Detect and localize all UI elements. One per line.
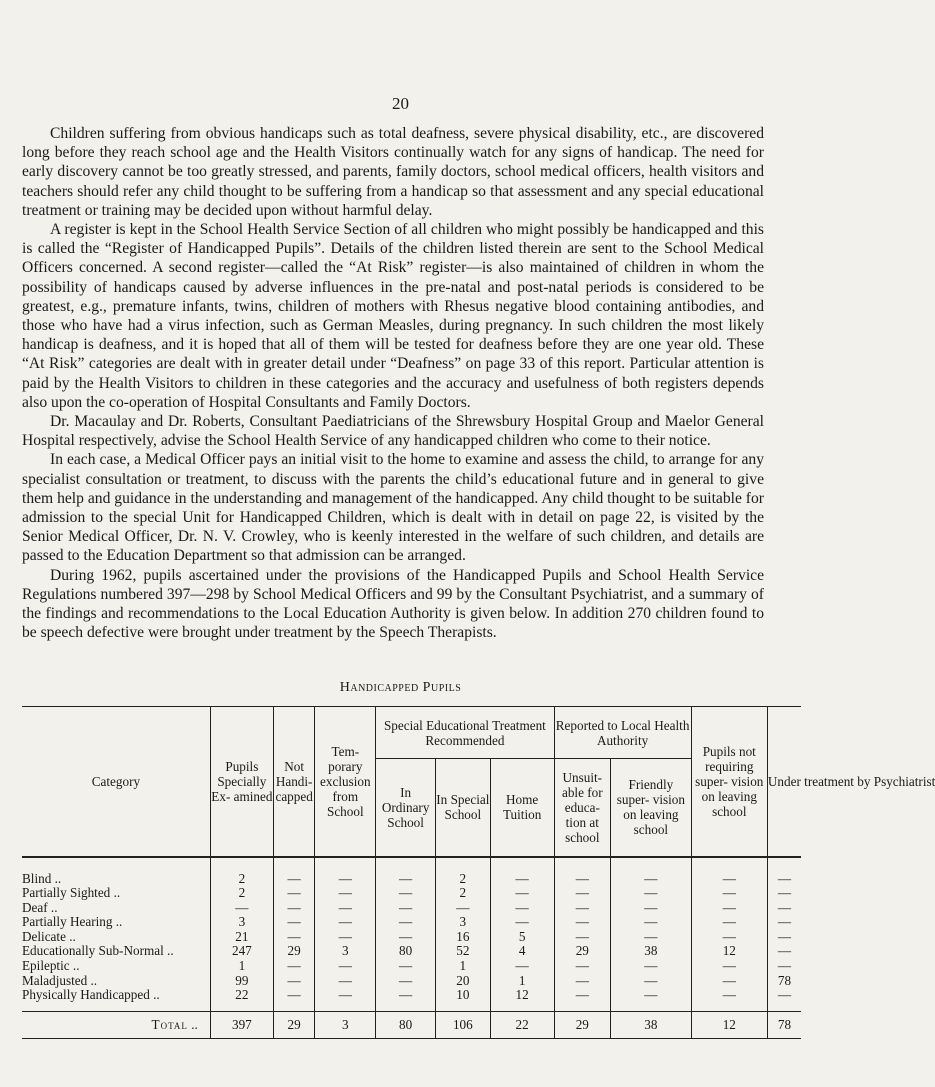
row-category-label: Educationally Sub-Normal ..: [22, 943, 174, 959]
row-value-friendly: —: [644, 972, 658, 988]
row-value-temp: —: [338, 958, 352, 974]
category-column: [22, 857, 210, 1012]
row-value-pupils: 2: [238, 885, 246, 901]
temporary-exclusion-column: [315, 857, 376, 1012]
row-category-label: Delicate ..: [22, 928, 76, 944]
row-value-temp: 3: [342, 943, 349, 959]
row-value-not-handicapped: —: [287, 914, 301, 930]
row-value-unsuitable: —: [575, 914, 589, 930]
row-value-home: —: [515, 885, 529, 901]
row-value-not-requiring: —: [722, 987, 736, 1003]
header-friendly-supervision: Friendly super- vision on leaving school: [611, 759, 692, 857]
row-value-under: —: [777, 928, 792, 944]
row-value-special: 16: [456, 928, 470, 944]
row-value-home: 4: [518, 943, 526, 959]
row-value-under: —: [777, 914, 792, 930]
in-ordinary-column: [376, 857, 436, 1012]
row-value-unsuitable: —: [575, 958, 589, 974]
row-category-label: Partially Sighted ..: [22, 885, 121, 901]
total-friendly-supervision: 38: [611, 1011, 692, 1038]
row-value-not-requiring: 12: [722, 943, 736, 959]
row-value-special: 2: [459, 870, 467, 886]
row-value-temp: —: [338, 914, 352, 930]
row-value-not-handicapped: —: [287, 885, 301, 901]
row-value-temp: —: [338, 885, 352, 901]
row-value-under: —: [777, 899, 792, 915]
row-value-special: 52: [456, 943, 470, 959]
row-value-not-requiring: —: [722, 885, 736, 901]
row-value-home: 12: [515, 987, 529, 1003]
paragraph-5: During 1962, pupils ascertained under the provisions of the Handicapped Pupils and School Health Service Regulations numbered 397—298 by School Medical Officers and 99 by the Consultant Psychiatrist, and a summary of the findings and recommendations to the Local Education Authority is given below. In addition 270 children found to be speech defective were brought under treatment by the Speech Therapists.: [22, 566, 764, 642]
row-value-pupils: 99: [235, 972, 249, 988]
under-treatment-column: [767, 857, 801, 1012]
header-in-ordinary: In Ordinary School: [376, 759, 436, 857]
paragraph-2: A register is kept in the School Health Service Section of all children who might possibly be handicapped and this is called the “Register of Handicapped Pupils”. Details of the children listed therein are sent to the School Medical Officers concerned. A second register—called the “At Risk” register—is also maintained of children in whom the possibility of handicaps caused by adverse influences in the pre-natal and post-natal periods is considered to be greatest, e.g., premature infants, twins, children of mothers with Rhesus negative blood containing antibodies, and those who have had a virus infection, such as German Measles, during pregnancy. In such children the most likely handicap is deafness, and it is hoped that all of them will be tested for deafness before they are one year old. These “At Risk” categories are dealt with in greater detail under “Deafness” on page 33 of this report. Particular attention is paid by the Health Visitors to children in these categories and the accuracy and usefulness of both registers depends also upon the co-operation of Hospital Consultants and Family Doctors.: [22, 221, 764, 411]
header-pupils-examined: Pupils Specially Ex- amined: [210, 707, 273, 857]
header-special-educational: Special Educational Treatment Recommended: [376, 707, 554, 759]
row-value-not-requiring: —: [722, 870, 736, 886]
row-value-friendly: —: [644, 870, 658, 886]
row-value-unsuitable: —: [575, 899, 589, 915]
row-category-label: Epileptic ..: [22, 958, 80, 974]
pupils-column: [210, 857, 273, 1012]
friendly-supervision-column: [611, 857, 692, 1012]
row-value-ordinary: 80: [399, 943, 413, 959]
row-value-pupils: 1: [238, 958, 246, 974]
header-temporary-exclusion: Tem- porary exclusion from School: [315, 707, 376, 857]
row-value-not-requiring: —: [722, 899, 736, 915]
row-value-temp: —: [338, 899, 352, 915]
row-value-ordinary: —: [399, 928, 413, 944]
row-value-pupils: 247: [231, 943, 252, 959]
row-value-pupils: 3: [238, 914, 246, 930]
total-pupils: 397: [210, 1011, 273, 1038]
header-reported-local-health: Reported to Local Health Authority: [554, 707, 691, 759]
row-value-pupils: 21: [235, 928, 249, 944]
row-value-friendly: —: [644, 899, 658, 915]
row-value-not-handicapped: —: [287, 870, 301, 886]
header-pupils-not-requiring: Pupils not requiring super- vision on leaving school: [691, 707, 767, 857]
row-value-special: 10: [456, 987, 470, 1003]
row-value-not-requiring: —: [722, 928, 736, 944]
row-value-home: 1: [518, 972, 526, 988]
row-value-ordinary: —: [399, 885, 413, 901]
table-title: Handicapped Pupils: [339, 680, 462, 695]
row-value-home: —: [515, 958, 529, 974]
row-value-pupils: 2: [238, 870, 246, 886]
total-not-requiring: 12: [691, 1011, 767, 1038]
total-label: Total ..: [22, 1011, 210, 1038]
header-under-treatment: Under treatment by Psychiatrist: [767, 707, 801, 857]
row-value-home: —: [515, 914, 529, 930]
row-value-ordinary: —: [399, 987, 413, 1003]
row-value-temp: —: [338, 987, 352, 1003]
row-value-ordinary: —: [399, 899, 413, 915]
handicapped-pupils-table: [22, 706, 935, 1039]
row-value-friendly: 38: [644, 943, 658, 959]
total-in-special: 106: [435, 1011, 490, 1038]
row-value-temp: —: [338, 870, 352, 886]
row-value-unsuitable: —: [575, 870, 589, 886]
not-handicapped-column: [273, 857, 314, 1012]
total-under-treatment: 78: [767, 1011, 801, 1038]
row-value-not-handicapped: 29: [287, 943, 301, 959]
total-temporary-exclusion: 3: [315, 1011, 376, 1038]
row-value-temp: —: [338, 972, 352, 988]
paragraph-3: Dr. Macaulay and Dr. Roberts, Consultant Paediatricians of the Shrewsbury Hospital Group and Maelor General Hospital respectively, advise the School Health Service of any handicapped children who come to their notice.: [22, 413, 764, 450]
row-value-special: 1: [459, 958, 467, 974]
row-category-label: Blind ..: [22, 870, 62, 886]
total-home-tuition: 22: [490, 1011, 554, 1038]
row-value-ordinary: —: [399, 870, 413, 886]
paragraph-1: Children suffering from obvious handicaps such as total deafness, severe physical disability, etc., are discovered long before they reach school age and the Health Visitors continually watch for any signs of handicap. The need for early discovery cannot be too greatly stressed, and parents, family doctors, school medical officers, health visitors and teachers should refer any child thought to be suffering from a handicap so that assessment and any special educational treatment or training may be decided upon without harmful delay.: [22, 125, 764, 219]
row-value-under: —: [777, 943, 792, 959]
row-value-temp: —: [338, 928, 352, 944]
row-value-special: 3: [459, 914, 467, 930]
row-value-not-handicapped: —: [287, 928, 301, 944]
total-in-ordinary: 80: [376, 1011, 436, 1038]
total-row: [22, 1011, 801, 1038]
row-category-label: Maladjusted ..: [22, 972, 98, 988]
total-not-handicapped: 29: [273, 1011, 314, 1038]
row-value-home: —: [515, 899, 529, 915]
row-value-under: —: [777, 958, 792, 974]
header-not-handicapped: Not Handi- capped: [273, 707, 314, 857]
row-value-not-handicapped: —: [287, 972, 301, 988]
row-category-label: Partially Hearing ..: [22, 914, 123, 930]
header-home-tuition: Home Tuition: [490, 759, 554, 857]
row-value-friendly: —: [644, 914, 658, 930]
row-value-under: —: [777, 987, 792, 1003]
home-tuition-column: [490, 857, 554, 1012]
row-value-friendly: —: [644, 885, 658, 901]
paragraph-4: In each case, a Medical Officer pays an initial visit to the home to examine and assess the child, to arrange for any specialist consultation or treatment, to discuss with the parents the child’s educational future and in general to give them help and guidance in the understanding and management of the handicapped. Any child thought to be suitable for admission to the special Unit for Handicapped Children, which is dealt with in detail on page 22, is visited by the Senior Medical Officer, Dr. N. V. Crowley, who is keenly interested in the welfare of such children, and details are passed to the Education Department so that admission can be arranged.: [22, 451, 764, 565]
row-value-friendly: —: [644, 958, 658, 974]
row-value-under: —: [777, 870, 792, 886]
page-number: 20: [392, 94, 409, 113]
unsuitable-column: [554, 857, 611, 1012]
row-category-label: Deaf ..: [22, 899, 58, 915]
row-value-unsuitable: —: [575, 885, 589, 901]
total-unsuitable: 29: [554, 1011, 611, 1038]
row-value-not-handicapped: —: [287, 987, 301, 1003]
row-value-pupils: —: [235, 899, 249, 915]
row-value-under: —: [777, 885, 792, 901]
row-value-pupils: 22: [235, 987, 249, 1003]
row-category-label: Physically Handicapped ..: [22, 987, 160, 1003]
row-value-unsuitable: —: [575, 987, 589, 1003]
header-in-special: In Special School: [435, 759, 490, 857]
row-value-home: —: [515, 870, 529, 886]
row-value-friendly: —: [644, 987, 658, 1003]
header-unsuitable: Unsuit- able for educa- tion at school: [554, 759, 611, 857]
row-value-unsuitable: 29: [575, 943, 589, 959]
row-value-not-requiring: —: [722, 914, 736, 930]
row-value-not-requiring: —: [722, 972, 736, 988]
row-value-unsuitable: —: [575, 928, 589, 944]
row-value-unsuitable: —: [575, 972, 589, 988]
body-text: [22, 124, 764, 642]
header-category: Category: [22, 707, 210, 857]
row-value-not-handicapped: —: [287, 899, 301, 915]
row-value-not-handicapped: —: [287, 958, 301, 974]
row-value-special: —: [456, 899, 470, 915]
row-value-ordinary: —: [399, 914, 413, 930]
row-value-not-requiring: —: [722, 958, 736, 974]
row-value-ordinary: —: [399, 958, 413, 974]
row-value-ordinary: —: [399, 972, 413, 988]
row-value-friendly: —: [644, 928, 658, 944]
row-value-under: 78: [777, 972, 792, 988]
row-value-home: 5: [518, 928, 526, 944]
not-requiring-column: [691, 857, 767, 1012]
row-value-special: 20: [456, 972, 470, 988]
in-special-column: [435, 857, 490, 1012]
row-value-special: 2: [459, 885, 467, 901]
